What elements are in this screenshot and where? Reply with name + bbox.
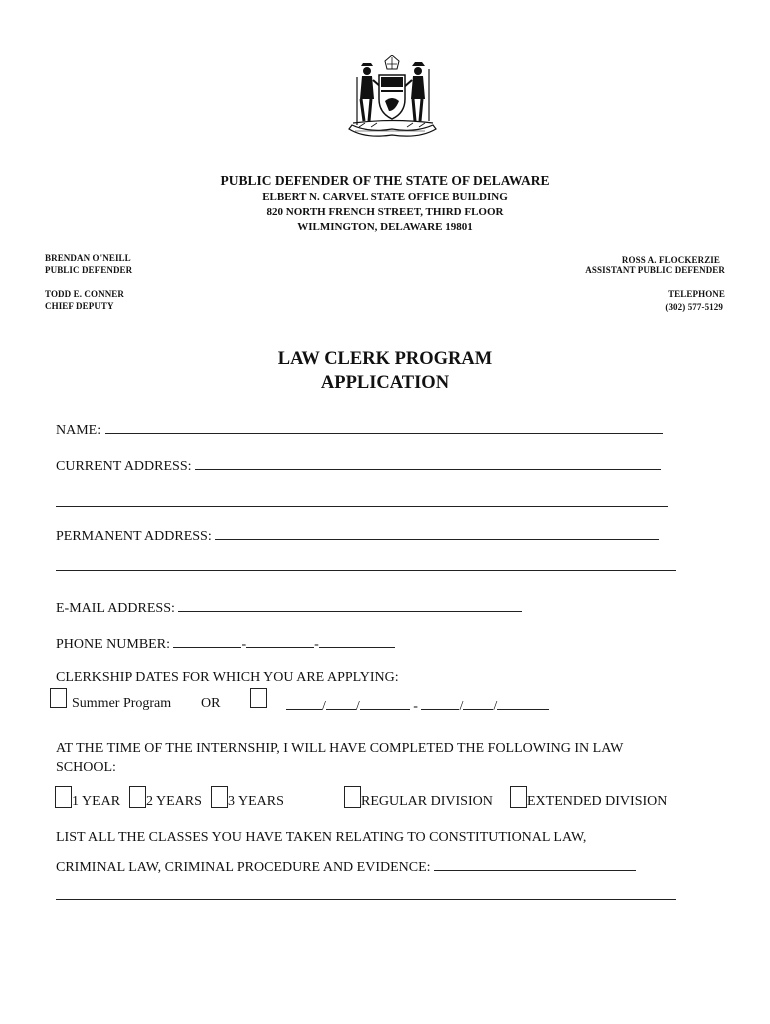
public-defender-name: BRENDAN O'NEILL (45, 253, 131, 263)
end-month-field[interactable] (421, 696, 459, 710)
public-defender-title: PUBLIC DEFENDER (45, 265, 133, 275)
assistant-defender-name: ROSS A. FLOCKERZIE (621, 255, 720, 265)
start-month-field[interactable] (286, 696, 322, 710)
internship-question-line2: SCHOOL: (56, 760, 116, 775)
regular-division-label: REGULAR DIVISION (361, 794, 493, 809)
classes-question-line2: CRIMINAL LAW, CRIMINAL PROCEDURE AND EVIDENCE: (56, 860, 431, 875)
email-row (56, 598, 522, 617)
summer-program-label: Summer Program (72, 696, 172, 711)
current-address-field-line2[interactable] (56, 506, 668, 507)
classes-question-line1: LIST ALL THE CLASSES YOU HAVE TAKEN RELATING TO CONSTITUTIONAL LAW, (56, 830, 587, 845)
chief-deputy-name: TODD E. CONNER (45, 289, 124, 299)
start-year-field[interactable] (360, 696, 410, 710)
date-slash: / (322, 699, 326, 714)
name-field[interactable] (105, 420, 663, 434)
phone-separator: - (241, 637, 247, 652)
permanent-address-label: PERMANENT ADDRESS: (56, 529, 212, 544)
date-range-dash: - (413, 699, 418, 714)
current-address-label: CURRENT ADDRESS: (56, 459, 192, 474)
name-row (56, 420, 663, 439)
current-address-row (56, 456, 661, 475)
form-subtitle: APPLICATION (320, 373, 450, 393)
assistant-defender-title: ASSISTANT PUBLIC DEFENDER (585, 265, 725, 275)
permanent-address-field-line2[interactable] (56, 570, 676, 571)
classes-field[interactable] (434, 857, 636, 871)
office-name: PUBLIC DEFENDER OF THE STATE OF DELAWARE (220, 173, 550, 188)
internship-question-line1: AT THE TIME OF THE INTERNSHIP, I WILL HAVE COMPLETED THE FOLLOWING IN LAW (56, 741, 624, 756)
phone-label: PHONE NUMBER: (56, 637, 170, 652)
three-years-checkbox[interactable] (211, 786, 228, 808)
clerkship-dates-label: CLERKSHIP DATES FOR WHICH YOU ARE APPLYING: (56, 670, 399, 685)
phone-area-field[interactable] (173, 634, 241, 648)
extended-division-checkbox[interactable] (510, 786, 527, 808)
form-title: LAW CLERK PROGRAM (277, 349, 493, 369)
state-seal-emblem (345, 55, 440, 141)
telephone-number: (302) 577-5129 (665, 302, 723, 312)
or-label: OR (201, 696, 221, 711)
date-slash: / (493, 699, 498, 714)
two-years-label: 2 YEARS (146, 794, 202, 809)
start-day-field[interactable] (326, 696, 356, 710)
classes-row (56, 857, 636, 876)
end-year-field[interactable] (497, 696, 549, 710)
two-years-checkbox[interactable] (129, 786, 146, 808)
street-address: 820 NORTH FRENCH STREET, THIRD FLOOR (266, 206, 504, 218)
three-years-label: 3 YEARS (228, 794, 284, 809)
date-slash: / (459, 699, 464, 714)
permanent-address-field[interactable] (215, 526, 659, 540)
telephone-label: TELEPHONE (668, 289, 725, 299)
permanent-address-row (56, 526, 659, 545)
custom-dates-row (286, 696, 549, 715)
current-address-field[interactable] (195, 456, 661, 470)
building-name: ELBERT N. CARVEL STATE OFFICE BUILDING (262, 191, 508, 203)
extended-division-label: EXTENDED DIVISION (527, 794, 668, 809)
end-day-field[interactable] (463, 696, 493, 710)
name-label: NAME: (56, 423, 102, 438)
phone-separator: - (314, 637, 319, 652)
city-address: WILMINGTON, DELAWARE 19801 (297, 221, 473, 233)
email-label: E-MAIL ADDRESS: (56, 601, 175, 616)
phone-row (56, 634, 395, 653)
classes-field-line2[interactable] (56, 899, 676, 900)
email-field[interactable] (178, 598, 522, 612)
summer-program-checkbox[interactable] (50, 688, 67, 708)
phone-line-field[interactable] (319, 634, 395, 648)
custom-dates-checkbox[interactable] (250, 688, 267, 708)
phone-prefix-field[interactable] (246, 634, 314, 648)
date-slash: / (355, 699, 360, 714)
one-year-checkbox[interactable] (55, 786, 72, 808)
one-year-label: 1 YEAR (72, 794, 121, 809)
regular-division-checkbox[interactable] (344, 786, 361, 808)
chief-deputy-title: CHIEF DEPUTY (45, 301, 114, 311)
